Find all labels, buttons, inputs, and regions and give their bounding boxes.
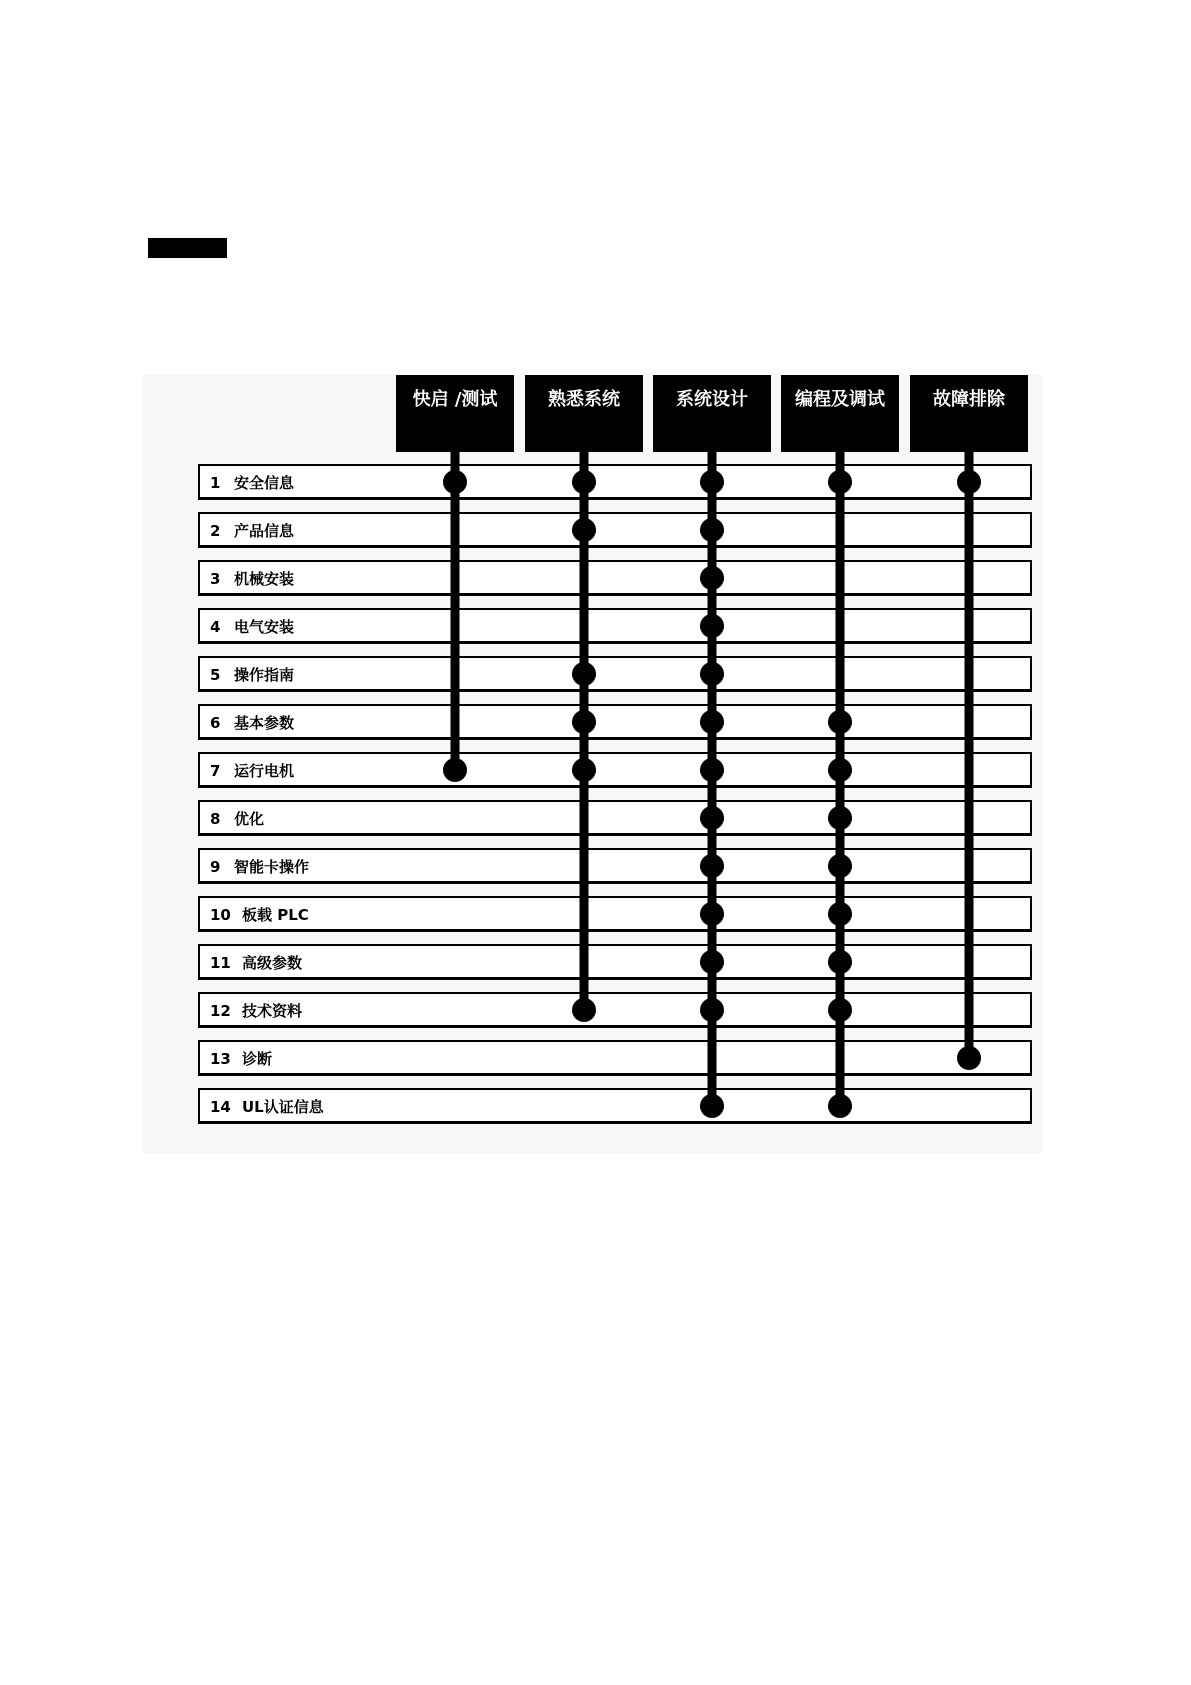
path-dot-column-5-row-1	[957, 470, 981, 494]
path-dot-column-3-row-14	[700, 1094, 724, 1118]
chapter-title: 智能卡操作	[234, 858, 310, 876]
path-dot-column-3-row-12	[700, 998, 724, 1022]
path-dot-column-1-row-7	[443, 758, 467, 782]
chapter-number: 10	[210, 906, 231, 924]
path-dot-column-2-row-12	[572, 998, 596, 1022]
chapter-title: 安全信息	[234, 474, 295, 492]
column-header-4: 编程及调试	[781, 375, 899, 452]
column-header-3: 系统设计	[653, 375, 771, 452]
path-dot-column-3-row-4	[700, 614, 724, 638]
chapter-number: 8	[210, 810, 221, 828]
path-dot-column-2-row-1	[572, 470, 596, 494]
chapter-title: 板载 PLC	[242, 906, 309, 924]
chapter-number: 11	[210, 954, 231, 972]
path-dot-column-3-row-9	[700, 854, 724, 878]
path-dot-column-3-row-8	[700, 806, 724, 830]
path-lines-layer	[143, 375, 1043, 1153]
chapter-number: 1	[210, 474, 221, 492]
path-dot-column-5-row-13	[957, 1046, 981, 1070]
chapter-number: 7	[210, 762, 221, 780]
column-header-2: 熟悉系统	[525, 375, 643, 452]
path-dot-column-4-row-1	[828, 470, 852, 494]
chapter-number: 12	[210, 1002, 231, 1020]
chapter-number: 6	[210, 714, 221, 732]
path-dot-column-2-row-5	[572, 662, 596, 686]
chapter-number: 14	[210, 1098, 231, 1116]
path-dot-column-3-row-6	[700, 710, 724, 734]
chapter-number: 9	[210, 858, 221, 876]
chapter-title: 产品信息	[234, 522, 295, 540]
column-header-5: 故障排除	[910, 375, 1028, 452]
chapter-title: 优化	[234, 810, 265, 828]
chapter-title: 运行电机	[234, 762, 295, 780]
path-dot-column-4-row-10	[828, 902, 852, 926]
chapter-number: 5	[210, 666, 221, 684]
chapter-number: 4	[210, 618, 221, 636]
chapter-number: 13	[210, 1050, 231, 1068]
chapter-title: UL认证信息	[242, 1098, 324, 1116]
path-dot-column-3-row-1	[700, 470, 724, 494]
chapter-title: 操作指南	[234, 666, 295, 684]
path-dot-column-4-row-6	[828, 710, 852, 734]
path-dot-column-3-row-10	[700, 902, 724, 926]
path-dot-column-4-row-14	[828, 1094, 852, 1118]
column-header-1: 快启 /测试	[396, 375, 514, 452]
path-dot-column-3-row-3	[700, 566, 724, 590]
chapter-title: 诊断	[242, 1050, 273, 1068]
chapter-title: 电气安装	[234, 618, 295, 636]
path-dot-column-3-row-7	[700, 758, 724, 782]
path-dot-column-4-row-8	[828, 806, 852, 830]
path-dot-column-4-row-7	[828, 758, 852, 782]
chapter-title: 高级参数	[242, 954, 303, 972]
path-dot-column-1-row-1	[443, 470, 467, 494]
chapter-title: 机械安装	[234, 570, 295, 588]
path-dot-column-3-row-11	[700, 950, 724, 974]
path-dot-column-3-row-5	[700, 662, 724, 686]
chapter-title: 技术资料	[242, 1002, 303, 1020]
reading-path-diagram	[143, 375, 1043, 1153]
path-dot-column-4-row-11	[828, 950, 852, 974]
path-dot-column-3-row-2	[700, 518, 724, 542]
path-dot-column-4-row-9	[828, 854, 852, 878]
path-dot-column-2-row-7	[572, 758, 596, 782]
chapter-title: 基本参数	[234, 714, 295, 732]
section-marker-block	[148, 238, 227, 258]
path-dot-column-2-row-6	[572, 710, 596, 734]
chapter-number: 3	[210, 570, 221, 588]
path-dot-column-4-row-12	[828, 998, 852, 1022]
chapter-number: 2	[210, 522, 221, 540]
path-dot-column-2-row-2	[572, 518, 596, 542]
